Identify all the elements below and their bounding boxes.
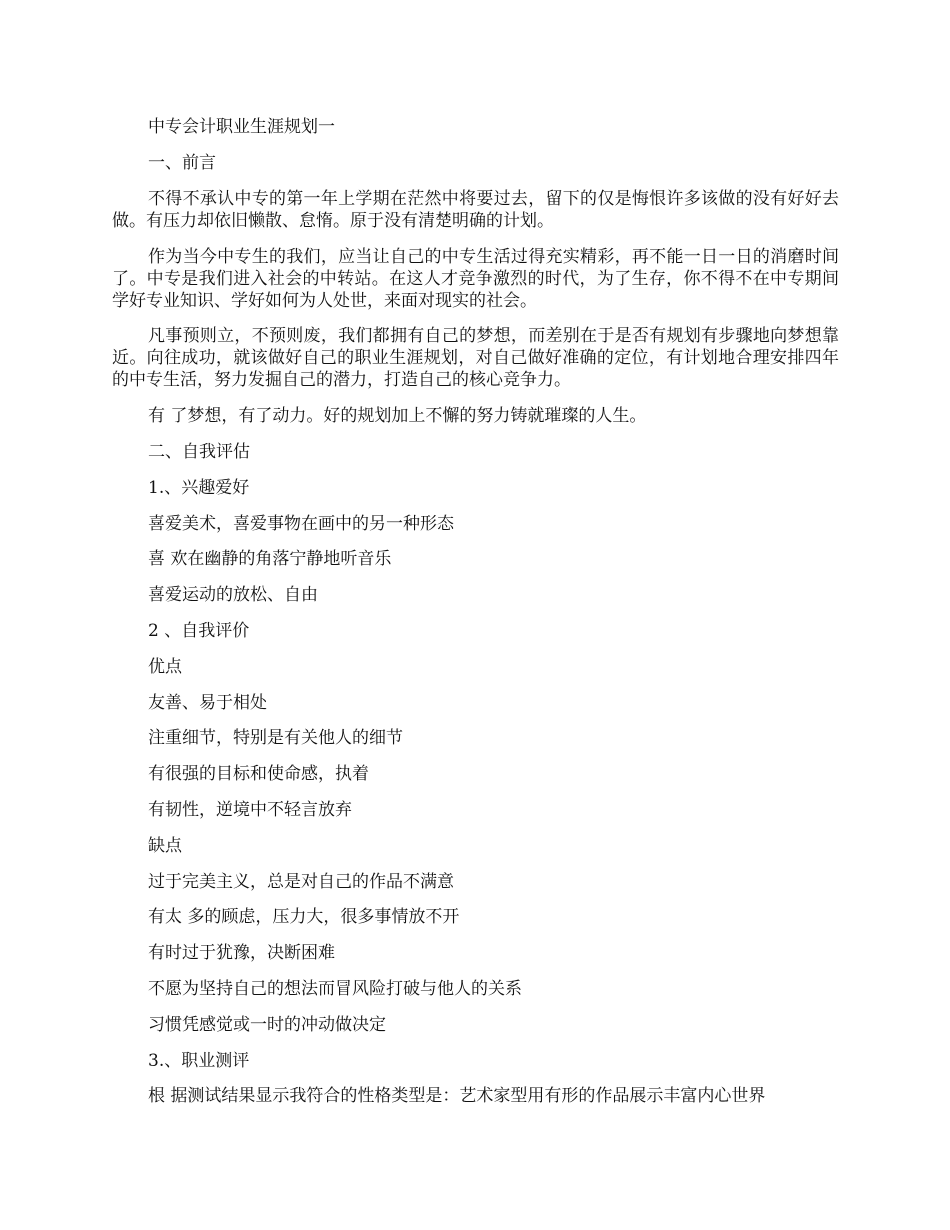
subheading-interests: 1.、兴趣爱好 bbox=[148, 478, 250, 498]
strength-item: 友善、易于相处 bbox=[148, 693, 267, 713]
strength-item: 有很强的目标和使命感，执着 bbox=[148, 764, 369, 784]
subheading-self-evaluation: 2 、自我评价 bbox=[148, 621, 250, 641]
section-heading-preface: 一、前言 bbox=[148, 153, 216, 173]
weaknesses-heading: 缺点 bbox=[148, 836, 182, 856]
weakness-item: 不愿为坚持自己的想法而冒风险打破与他人的关系 bbox=[148, 979, 522, 999]
subheading-career-assessment: 3.、职业测评 bbox=[148, 1051, 250, 1071]
interest-item: 喜 欢在幽静的角落宁静地听音乐 bbox=[148, 549, 392, 569]
strength-item: 有韧性，逆境中不轻言放弃 bbox=[148, 800, 352, 820]
weakness-item: 过于完美主义，总是对自己的作品不满意 bbox=[148, 872, 454, 892]
paragraph-1: 不得不承认中专的第一年上学期在茫然中将要过去，留下的仅是悔恨许多该做的没有好好去做。有压力却依旧懒散、怠惰。原于没有清楚明确的计划。 bbox=[112, 189, 839, 231]
weakness-item: 有太 多的顾虑，压力大，很多事情放不开 bbox=[148, 907, 460, 927]
interest-item: 喜爱运动的放松、自由 bbox=[148, 585, 318, 605]
section-heading-self-assessment: 二、自我评估 bbox=[148, 442, 250, 462]
strength-item: 注重细节，特别是有关他人的细节 bbox=[148, 728, 403, 748]
assessment-result: 根 据测试结果显示我符合的性格类型是：艺术家型用有形的作品展示丰富内心世界 bbox=[148, 1086, 766, 1106]
weakness-item: 有时过于犹豫，决断困难 bbox=[148, 943, 335, 963]
document-title: 中专会计职业生涯规划一 bbox=[148, 117, 335, 137]
interest-item: 喜爱美术，喜爱事物在画中的另一种形态 bbox=[148, 514, 454, 534]
paragraph-3: 凡事预则立，不预则废，我们都拥有自己的梦想，而差别在于是否有规划有步骤地向梦想靠近。向往成功，就该做好自己的职业生涯规划，对自己做好准确的定位，有计划地合理安排四年的中专生活，努力发掘自己的潜力，打造自己的核心竞争力。 bbox=[112, 326, 839, 390]
strengths-heading: 优点 bbox=[148, 657, 182, 677]
paragraph-4: 有 了梦想，有了动力。好的规划加上不懈的努力铸就璀璨的人生。 bbox=[148, 406, 647, 426]
weakness-item: 习惯凭感觉或一时的冲动做决定 bbox=[148, 1015, 386, 1035]
paragraph-2: 作为当今中专生的我们，应当让自己的中专生活过得充实精彩，再不能一日一日的消磨时间了。中专是我们进入社会的中转站。在这人才竞争激烈的时代，为了生存，你不得不在中专期间学好专业知识、学好如何为人处世，来面对现实的社会。 bbox=[112, 247, 839, 311]
